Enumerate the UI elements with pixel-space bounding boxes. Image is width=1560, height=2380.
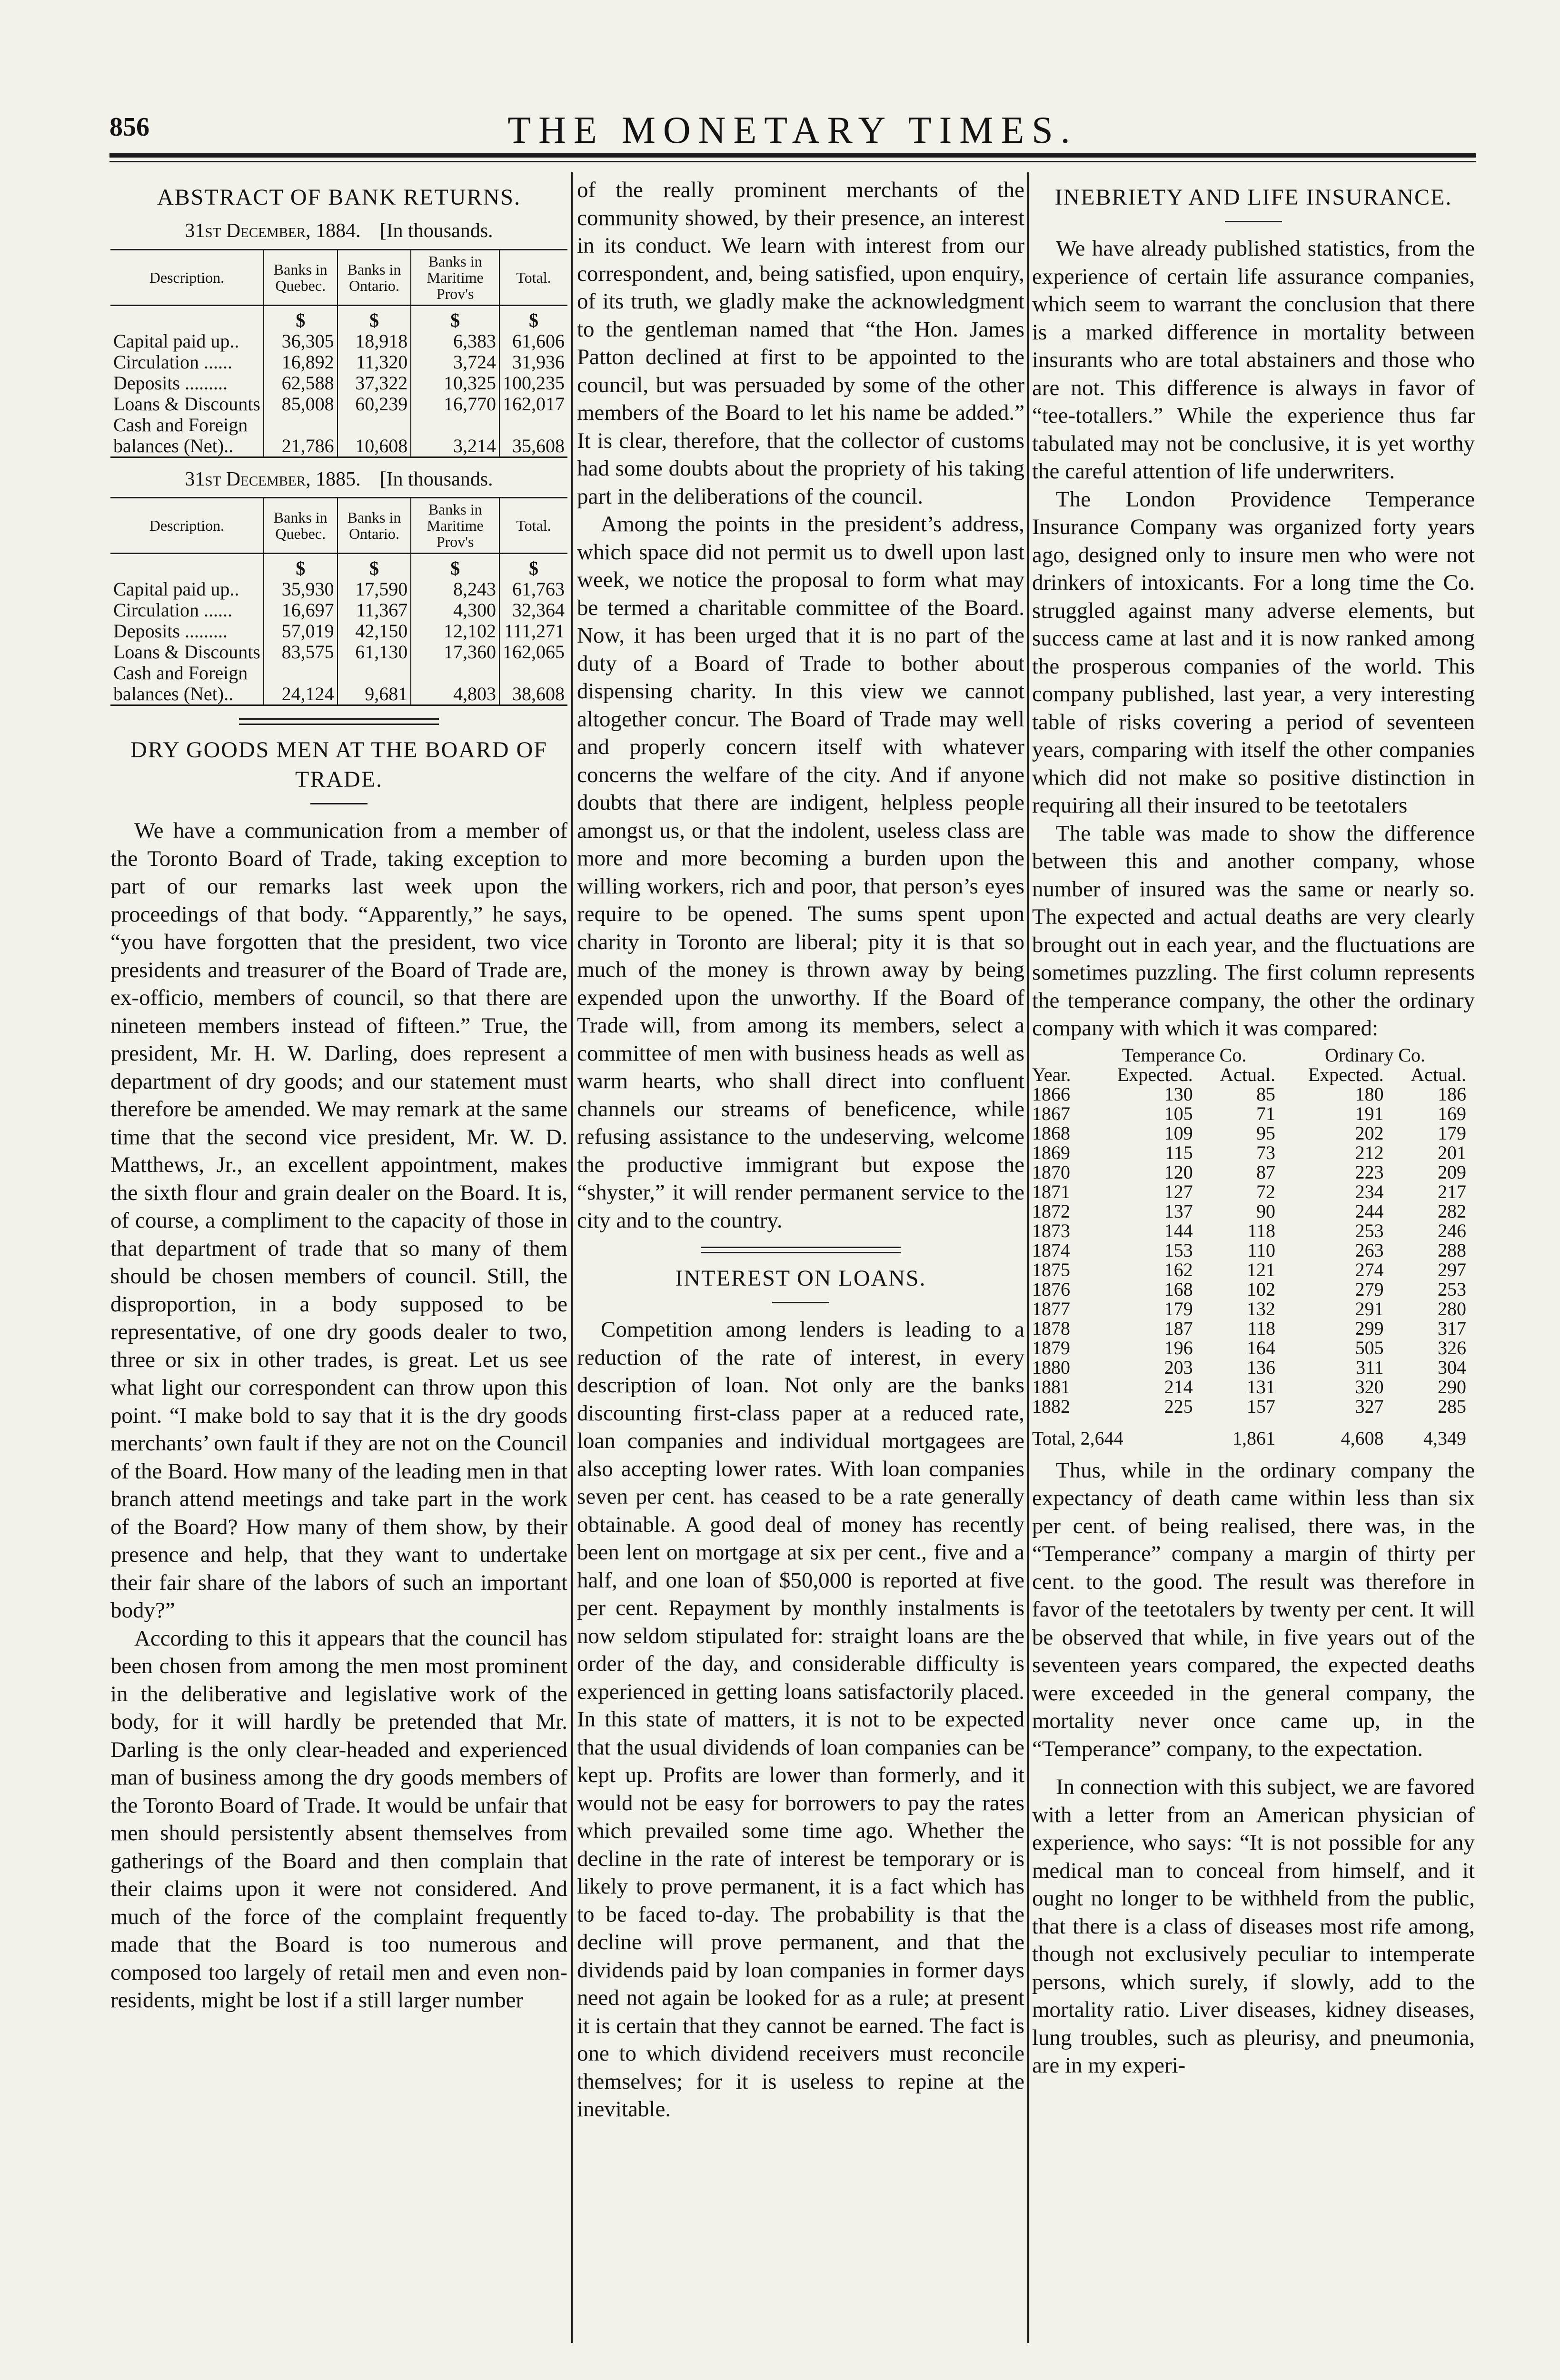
section-divider <box>239 718 439 725</box>
cell-total <box>499 663 567 684</box>
table-cell: 291 <box>1355 1298 1384 1319</box>
column-divider-1 <box>571 172 573 2343</box>
table-cell: 130 <box>1164 1083 1193 1105</box>
cell-quebec: 85,008 <box>264 394 338 415</box>
total-cell: 1,861 <box>1232 1427 1276 1449</box>
column-header: Banks in Quebec. <box>264 498 338 554</box>
cell-total <box>499 415 567 436</box>
table-row <box>1032 1319 1475 1338</box>
dry-goods-heading: DRY GOODS MEN AT THE BOARD OF TRADE. <box>130 737 547 792</box>
table-cell: 299 <box>1355 1317 1384 1339</box>
dry-goods-continuation: of the really prominent merchants of the community showed, by their presence, an interest in its conduct. We learn with interest from our correspondent, and, being satisfied, upon enquiry, of its truth, we gladly make the acknowledgment to the gentleman named that “the Hon. James Patton declined at first to be appointed to the council, but was persuaded by some of the other members of the Board to let his name be added.” It is clear, therefore, that the collector of customs had some doubts about the propriety of his taking part in the deliberations of the council. <box>577 178 1024 509</box>
bank-returns-table <box>110 497 567 706</box>
table-cell: 157 <box>1247 1395 1276 1417</box>
unit-cell: $ <box>338 554 411 579</box>
table-note: [In thousands. <box>379 468 493 490</box>
table-cell: 253 <box>1438 1278 1466 1300</box>
group-header-temperance: Temperance Co. <box>1122 1044 1247 1066</box>
table-cell: 203 <box>1164 1356 1193 1378</box>
table-cell: 279 <box>1355 1278 1384 1300</box>
table-cell: 72 <box>1256 1180 1276 1202</box>
column-right <box>1032 176 1475 2080</box>
cell-ontario <box>338 415 411 436</box>
group-header-ordinary: Ordinary Co. <box>1324 1044 1426 1066</box>
cell-maritime: 17,360 <box>411 642 499 663</box>
table-cell: 1873 <box>1032 1220 1070 1241</box>
table-cell: 186 <box>1438 1083 1466 1105</box>
table-cell: 253 <box>1355 1220 1384 1241</box>
total-cell: 4,349 <box>1423 1427 1466 1449</box>
cell-maritime: 3,214 <box>411 436 499 457</box>
cell-ontario: 18,918 <box>338 331 411 352</box>
table-cell: 212 <box>1355 1141 1384 1163</box>
table-cell: 87 <box>1256 1161 1276 1183</box>
table-cell: 280 <box>1438 1298 1466 1319</box>
column-header: Description. <box>110 249 264 305</box>
table-cell: 311 <box>1356 1356 1384 1378</box>
table-cell: 1881 <box>1032 1376 1070 1398</box>
column-header: Banks in Quebec. <box>264 249 338 305</box>
table-cell: 1868 <box>1032 1122 1070 1144</box>
masthead <box>109 102 1476 150</box>
inebriety-paragraph-3: The table was made to show the difference between this and another company, whose number of insured was the same or nearly so. The expected and actual deaths are very clearly brought out in each year, and the fluctuations are sometimes puzzling. The first column represents the temperance company, the other the ordinary company with which it was compared: <box>1032 821 1475 1041</box>
table-row <box>1032 1143 1475 1162</box>
cell-total: 35,608 <box>499 436 567 457</box>
inebriety-paragraph-4: Thus, while in the ordinary company the expectancy of death came within less than six per cent. of being realised, there was, in the “Temperance” company a margin of thirty per cent. to the good. The result was therefore in favor of the teetotalers by twenty per cent. It will be observed that while, in five years out of the seventeen years compared, the expected deaths were exceeded in the general company, the mortality never once came up, in the “Temperance” company, to the expectation. <box>1032 1458 1475 1761</box>
table-row <box>1032 1377 1475 1397</box>
table-cell: 120 <box>1164 1161 1193 1183</box>
cell-desc: Circulation ...... <box>113 351 232 373</box>
bank-returns-tables <box>110 217 567 706</box>
table-row <box>110 600 567 621</box>
table-cell: 285 <box>1438 1395 1466 1417</box>
cell-desc: Cash and Foreign <box>113 414 248 436</box>
unit-cell <box>110 554 264 579</box>
table-cell: 136 <box>1247 1356 1276 1378</box>
cell-maritime: 4,803 <box>411 684 499 705</box>
table-cell: 121 <box>1247 1259 1276 1280</box>
column-header: Banks in Ontario. <box>338 249 411 305</box>
table-cell: 1875 <box>1032 1259 1070 1280</box>
table-cell: 115 <box>1165 1141 1193 1163</box>
cell-maritime: 16,770 <box>411 394 499 415</box>
cell-quebec: 16,697 <box>264 600 338 621</box>
column-middle <box>577 176 1024 2123</box>
cell-quebec: 16,892 <box>264 352 338 373</box>
charity-paragraph: Among the points in the president’s address, which space did not permit us to dwell upon last week, we notice the proposal to form what may be termed a charitable committee of the Board. Now, it has been urged that it is no part of the duty of a Board of Trade to bother about dispensing charity. In this view we cannot altogether concur. The Board of Trade may well and properly concern itself with whatever concerns the welfare of the city. And if anyone doubts that there are indigent, helpless people amongst us, or that the indolent, useless class are more and more becoming a burden upon the willing workers, rich and poor, that person’s eyes require to be opened. The sums spent upon charity in Toronto are liberal; pity it is that so much of the money is thrown away by being expended upon the unworthy. If the Board of Trade will, from among its members, select a committee of men with business heads as well as warm hearts, who shall direct into confluent channels our streams of beneficence, while refusing assistance to the undeserving, welcome the productive immigrant but expose the “shyster,” it will render permanent service to the city and to the country. <box>577 512 1024 1233</box>
mortality-table <box>1032 1045 1475 1448</box>
cell-total: 38,608 <box>499 684 567 705</box>
table-cell: 1867 <box>1032 1102 1070 1124</box>
col-header-expected: Expected. <box>1117 1063 1193 1085</box>
table-cell: 327 <box>1355 1395 1384 1417</box>
table-cell: 95 <box>1256 1122 1276 1144</box>
bank-returns-table <box>110 249 567 458</box>
cell-quebec: 36,305 <box>264 331 338 352</box>
unit-cell: $ <box>499 554 567 579</box>
table-row <box>1032 1182 1475 1201</box>
column-header: Total. <box>499 249 567 305</box>
abstract-heading: ABSTRACT OF BANK RETURNS. <box>157 185 521 210</box>
col-header-expected: Expected. <box>1308 1063 1384 1085</box>
table-cell: 1871 <box>1032 1180 1070 1202</box>
masthead-rule-thin <box>109 161 1476 162</box>
table-cell: 179 <box>1438 1122 1466 1144</box>
cell-maritime: 8,243 <box>411 579 499 600</box>
table-cell: 290 <box>1438 1376 1466 1398</box>
cell-maritime: 10,325 <box>411 373 499 394</box>
table-row <box>110 663 567 684</box>
table-row <box>1032 1221 1475 1240</box>
table-cell: 1878 <box>1032 1317 1070 1339</box>
cell-quebec: 35,930 <box>264 579 338 600</box>
inebriety-paragraph-1: We have already published statistics, from the experience of certain life assurance companies, which seem to warrant the conclusion that there is a marked difference in mortality between insurants who are total abstainers and those who are not. This difference is always in favor of “tee-totallers.” While the experience thus far tabulated may not be conclusive, it is yet worthy the careful attention of life underwriters. <box>1032 236 1475 484</box>
unit-cell: $ <box>338 305 411 331</box>
table-cell: 209 <box>1438 1161 1466 1183</box>
page-number: 856 <box>109 112 149 142</box>
col-header-actual: Actual. <box>1411 1063 1466 1085</box>
cell-quebec: 24,124 <box>264 684 338 705</box>
table-row <box>1032 1104 1475 1123</box>
table-cell: 196 <box>1164 1337 1193 1359</box>
table-cell: 1882 <box>1032 1395 1070 1417</box>
table-cell: 127 <box>1164 1180 1193 1202</box>
table-cell: 1877 <box>1032 1298 1070 1319</box>
unit-cell: $ <box>411 305 499 331</box>
heading-rule <box>310 803 368 804</box>
table-cell: 202 <box>1355 1122 1384 1144</box>
table-cell: 179 <box>1164 1298 1193 1319</box>
cell-desc: Loans & Discounts <box>113 641 260 663</box>
cell-quebec <box>264 415 338 436</box>
table-cell: 102 <box>1247 1278 1276 1300</box>
cell-desc: Cash and Foreign <box>113 662 248 684</box>
table-cell: 1869 <box>1032 1141 1070 1163</box>
loans-paragraph: Competition among lenders is leading to a reduction of the rate of interest, in every description of loan. Not only are the banks discounting first-class paper at a reduced rate, loan companies and individual mortgagees are also accepting lower rates. With loan companies seven per cent. has ceased to be a rate generally obtainable. A good deal of money has recently been lent on mortgage at six per cent., five and a half, and one loan of $50,000 is reported at five per cent. Repayment by monthly instalments is now seldom stipulated for: straight loans are the order of the day, and considerable difficulty is experienced in getting loans satisfactorily placed. In this state of matters, it is not to be expected that the usual dividends of loan companies can be kept up. Profits are lower than formerly, and it would not be easy for borrowers to pay the rates which prevailed some time ago. Whether the decline in the rate of interest be temporary or is likely to prove permanent, it is a fact which has to be faced to-day. The probability is that the decline will prove permanent, and that the dividends paid by loan companies in former days need not again be looked for as a rule; at present it is certain that they cannot be earned. The fact is one to which dividend receivers must reconcile themselves; for it is useless to repine at the inevitable. <box>577 1317 1024 2122</box>
cell-ontario: 42,150 <box>338 621 411 642</box>
cell-maritime <box>411 663 499 684</box>
cell-ontario <box>338 663 411 684</box>
table-cell: 153 <box>1164 1239 1193 1261</box>
table-cell: 1876 <box>1032 1278 1070 1300</box>
table-date: 31st December, 1884. <box>185 220 361 242</box>
table-row <box>1032 1358 1475 1377</box>
table-cell: 191 <box>1355 1102 1384 1124</box>
cell-total: 32,364 <box>499 600 567 621</box>
table-cell: 1879 <box>1032 1337 1070 1359</box>
table-cell: 132 <box>1247 1298 1276 1319</box>
table-row <box>110 642 567 663</box>
column-header: Banks in Ontario. <box>338 498 411 554</box>
cell-ontario: 61,130 <box>338 642 411 663</box>
table-cell: 105 <box>1164 1102 1193 1124</box>
table-cell: 246 <box>1438 1220 1466 1241</box>
table-cell: 187 <box>1164 1317 1193 1339</box>
cell-ontario: 10,608 <box>338 436 411 457</box>
cell-quebec <box>264 663 338 684</box>
inebriety-heading: INEBRIETY AND LIFE INSURANCE. <box>1054 185 1452 210</box>
table-cell: 288 <box>1438 1239 1466 1261</box>
table-row <box>110 352 567 373</box>
masthead-rule-thick <box>109 153 1476 158</box>
cell-total: 162,065 <box>499 642 567 663</box>
cell-desc: Circulation ...... <box>113 599 232 621</box>
table-cell: 71 <box>1256 1102 1276 1124</box>
cell-ontario: 11,320 <box>338 352 411 373</box>
col-header-actual: Actual. <box>1220 1063 1276 1085</box>
table-row <box>110 415 567 436</box>
table-row <box>110 436 567 457</box>
table-row <box>1032 1162 1475 1182</box>
table-cell: 223 <box>1355 1161 1384 1183</box>
cell-desc: Capital paid up.. <box>113 330 239 352</box>
table-cell: 118 <box>1247 1317 1276 1339</box>
total-cell: Total, 2,644 <box>1032 1427 1123 1449</box>
cell-desc: Deposits ......... <box>113 620 228 642</box>
unit-cell <box>110 305 264 331</box>
cell-desc: balances (Net).. <box>110 684 264 705</box>
cell-maritime <box>411 415 499 436</box>
cell-maritime: 6,383 <box>411 331 499 352</box>
table-row <box>110 373 567 394</box>
table-cell: 73 <box>1256 1141 1276 1163</box>
table-cell: 137 <box>1164 1200 1193 1222</box>
table-cell: 282 <box>1438 1200 1466 1222</box>
cell-total: 61,606 <box>499 331 567 352</box>
cell-quebec: 21,786 <box>264 436 338 457</box>
table-row <box>1032 1123 1475 1143</box>
cell-ontario: 11,367 <box>338 600 411 621</box>
table-row <box>110 579 567 600</box>
dry-goods-paragraph-2: According to this it appears that the council has been chosen from among the men most prominent in the deliberative and legislative work of the body, for it will hardly be pretended that Mr. Darling is the only clear-headed and experienced man of business among the dry goods members of the Toronto Board of Trade. It would be unfair that men should persistently absent themselves from gatherings of the Board and then complain that their claims upon it were not considered. And much of the force of the complaint frequently made that the Board is too numerous and composed too largely of retail men and even non-residents, might be lost if a still larger number <box>110 1626 567 2013</box>
cell-total: 31,936 <box>499 352 567 373</box>
table-note: [In thousands. <box>379 220 493 242</box>
table-cell: 234 <box>1355 1180 1384 1202</box>
table-row <box>1032 1397 1475 1416</box>
table-cell: 168 <box>1164 1278 1193 1300</box>
cell-ontario: 37,322 <box>338 373 411 394</box>
table-cell: 1870 <box>1032 1161 1070 1183</box>
table-cell: 304 <box>1438 1356 1466 1378</box>
cell-quebec: 83,575 <box>264 642 338 663</box>
table-cell: 326 <box>1438 1337 1466 1359</box>
cell-desc: Capital paid up.. <box>113 578 239 600</box>
column-left <box>110 176 567 2014</box>
cell-ontario: 17,590 <box>338 579 411 600</box>
table-cell: 85 <box>1256 1083 1276 1105</box>
dry-goods-paragraph-1: We have a communication from a member of the Toronto Board of Trade, taking exception to part of our remarks last week upon the proceedings of that body. “Apparently,” he says, “you have forgotten that the president, two vice presidents and treasurer of the Board of Trade are, ex-officio, members of council, so that there are nineteen members instead of fifteen.” True, the president, Mr. H. W. Darling, does represent a department of dry goods; and our statement must therefore be amended. We may remark at the same time that the second vice president, Mr. W. D. Matthews, Jr., an excellent appointment, makes the sixth flour and grain dealer on the Board. It is, of course, a compliment to the capacity of those in that department of trade that so many of them should be chosen members of council. Still, the disproportion, in a body supposed to be representative, of one dry goods dealer to two, three or six in other trades, is great. Let us see what light our correspondent can throw upon this point. “I make bold to say that it is the dry goods merchants’ own fault if they are not on the Council of the Board. How many of the leading men in that branch attend meetings and take part in the work of the Board? How many of them show, by their presence and help, that they want to undertake their fair share of the labors of such an important body?” <box>110 818 567 1623</box>
table-row <box>110 331 567 352</box>
cell-maritime: 4,300 <box>411 600 499 621</box>
table-cell: 1866 <box>1032 1083 1070 1105</box>
newspaper-title: THE MONETARY TIMES. <box>507 109 1078 151</box>
table-row <box>110 684 567 705</box>
unit-cell: $ <box>264 554 338 579</box>
cell-maritime: 12,102 <box>411 621 499 642</box>
column-header: Banks in Maritime Prov's <box>411 249 499 305</box>
table-cell: 110 <box>1247 1239 1276 1261</box>
table-cell: 225 <box>1164 1395 1193 1417</box>
table-cell: 144 <box>1164 1220 1193 1241</box>
col-header-year: Year. <box>1032 1063 1071 1085</box>
cell-quebec: 62,588 <box>264 373 338 394</box>
table-row <box>1032 1084 1475 1104</box>
total-row <box>1032 1416 1475 1448</box>
heading-rule <box>1225 221 1282 222</box>
heading-rule <box>772 1302 829 1303</box>
loans-heading: INTEREST ON LOANS. <box>675 1266 926 1291</box>
table-date-line <box>110 466 567 494</box>
cell-ontario: 60,239 <box>338 394 411 415</box>
table-cell: 169 <box>1438 1102 1466 1124</box>
table-cell: 320 <box>1355 1376 1384 1398</box>
section-divider <box>701 1247 901 1253</box>
column-header: Banks in Maritime Prov's <box>411 498 499 554</box>
cell-ontario: 9,681 <box>338 684 411 705</box>
table-cell: 214 <box>1164 1376 1193 1398</box>
table-cell: 131 <box>1247 1376 1276 1398</box>
table-row <box>1032 1201 1475 1221</box>
column-header: Description. <box>110 498 264 554</box>
column-header: Total. <box>499 498 567 554</box>
table-cell: 1874 <box>1032 1239 1070 1261</box>
table-row <box>1032 1240 1475 1260</box>
table-row <box>1032 1338 1475 1358</box>
total-cell: 4,608 <box>1341 1427 1384 1449</box>
table-date: 31st December, 1885. <box>185 468 361 490</box>
table-cell: 317 <box>1438 1317 1466 1339</box>
cell-quebec: 57,019 <box>264 621 338 642</box>
table-date-line <box>110 217 567 245</box>
table-cell: 1880 <box>1032 1356 1070 1378</box>
table-cell: 263 <box>1355 1239 1384 1261</box>
table-row <box>1032 1299 1475 1319</box>
table-cell: 162 <box>1164 1259 1193 1280</box>
table-cell: 90 <box>1256 1200 1276 1222</box>
table-cell: 297 <box>1438 1259 1466 1280</box>
table-cell: 505 <box>1355 1337 1384 1359</box>
cell-total: 100,235 <box>499 373 567 394</box>
table-cell: 217 <box>1438 1180 1466 1202</box>
inebriety-paragraph-5: In connection with this subject, we are favored with a letter from an American physician of experience, who says: “It is not possible for any medical man to conceal from himself, and it ought no longer to be withheld from the public, that there is a class of diseases most rife among, though not exclusively peculiar to intemperate persons, which surely, if slowly, add to the mortality ratio. Liver diseases, kidney diseases, lung troubles, such as pleurisy, and pneumonia, are in my experi- <box>1032 1775 1475 2078</box>
cell-desc: balances (Net).. <box>110 436 264 457</box>
table-cell: 109 <box>1164 1122 1193 1144</box>
table-cell: 244 <box>1355 1200 1384 1222</box>
cell-maritime: 3,724 <box>411 352 499 373</box>
table-row <box>110 394 567 415</box>
unit-cell: $ <box>264 305 338 331</box>
table-cell: 164 <box>1247 1337 1276 1359</box>
table-cell: 274 <box>1355 1259 1384 1280</box>
column-divider-2 <box>1027 172 1029 2343</box>
table-row <box>1032 1260 1475 1279</box>
unit-cell: $ <box>499 305 567 331</box>
table-cell: 180 <box>1355 1083 1384 1105</box>
cell-total: 61,763 <box>499 579 567 600</box>
cell-total: 162,017 <box>499 394 567 415</box>
table-row <box>1032 1279 1475 1299</box>
table-cell: 118 <box>1247 1220 1276 1241</box>
cell-desc: Loans & Discounts <box>113 393 260 415</box>
unit-cell: $ <box>411 554 499 579</box>
table-cell: 201 <box>1438 1141 1466 1163</box>
cell-total: 111,271 <box>499 621 567 642</box>
table-row <box>110 621 567 642</box>
table-cell: 1872 <box>1032 1200 1070 1222</box>
inebriety-paragraph-2: The London Providence Temperance Insurance Company was organized forty years ago, designed only to insure men who were not drinkers of intoxicants. For a long time the Co. struggled against many adverse elements, but success came at last and it is now ranked among the prosperous companies of the world. This company published, last year, a very interesting table of risks covering a period of seventeen years, comparing with itself the other companies which did not make so positive distinction in requiring all their insured to be teetotalers <box>1032 486 1475 818</box>
cell-desc: Deposits ......... <box>113 372 228 394</box>
